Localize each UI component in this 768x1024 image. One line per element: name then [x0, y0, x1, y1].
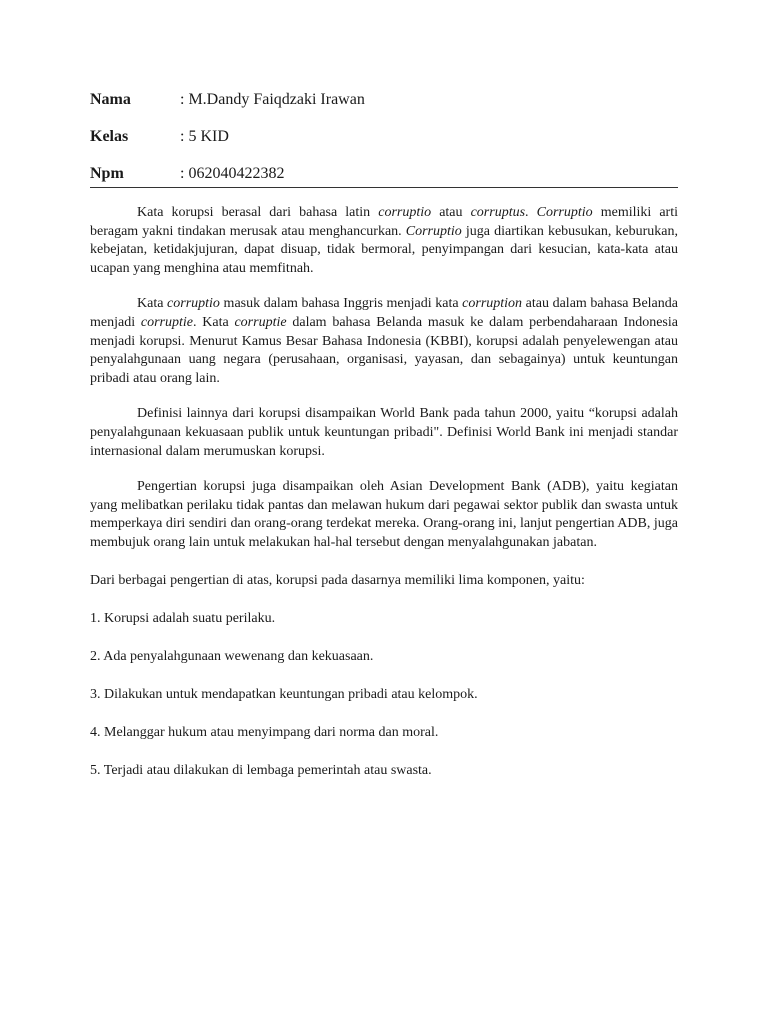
kelas-value: : 5 KID [180, 128, 229, 145]
header-nama [90, 90, 678, 127]
header-kelas [90, 127, 678, 164]
list-item: 4. Melanggar hukum atau menyimpang dari norma dan moral. [90, 724, 439, 740]
list-item: 3. Dilakukan untuk mendapatkan keuntungan pribadi atau kelompok. [90, 686, 478, 702]
kelas-label: Kelas [90, 128, 129, 145]
list-item: 2. Ada penyalahgunaan wewenang dan kekuasaan. [90, 648, 374, 664]
npm-label: Npm [90, 165, 124, 182]
paragraph-2: Kata corruptio masuk dalam bahasa Inggris menjadi kata corruption atau dalam bahasa Belanda menjadi corruptie. Kata corruptie dalam bahasa Belanda masuk ke dalam perbendaharaan Indonesia menjadi korupsi. Menurut Kamus Besar Bahasa Indonesia (KBBI), korupsi adalah penyelewengan atau penyalahgunaan uang negara (perusahaan, organisasi, yayasan, dan sebagainya) untuk keuntungan pribadi atau orang lain. [90, 296, 678, 386]
header-divider [90, 187, 678, 188]
paragraph-5: Dari berbagai pengertian di atas, korupsi pada dasarnya memiliki lima komponen, yaitu: [90, 572, 585, 588]
list-item: 1. Korupsi adalah suatu perilaku. [90, 610, 276, 626]
paragraph-1: Kata korupsi berasal dari bahasa latin corruptio atau corruptus. Corruptio memiliki arti beragam yakni tindakan merusak atau menghancurkan. Corruptio juga diartikan kebusukan, keburukan, kebejatan, ketidakjujuran, dapat disuap, tidak bermoral, penyimpangan dari kesucian, kata-kata atau ucapan yang menghina atau memfitnah. [90, 205, 679, 276]
header-npm [90, 164, 678, 201]
npm-value: : 062040422382 [180, 165, 285, 182]
paragraph-4: Pengertian korupsi juga disampaikan oleh Asian Development Bank (ADB), yaitu kegiatan yang melibatkan perilaku tidak pantas dan melawan hukum dari pegawai sektor publik dan swasta untuk memperkaya diri sendiri dan orang-orang terdekat mereka. Orang-orang ini, lanjut pengertian ADB, juga membujuk orang lain untuk melakukan hal-hal tersebut dengan menyalahgunakan jabatan. [90, 479, 678, 550]
nama-label: Nama [90, 91, 131, 108]
paragraph-3: Definisi lainnya dari korupsi disampaikan World Bank pada tahun 2000, yaitu “korupsi adalah penyalahgunaan kekuasaan publik untuk keuntungan pribadi". Definisi World Bank ini menjadi standar internasional dalam merumuskan korupsi. [90, 406, 678, 459]
document-page [90, 90, 678, 781]
list-item: 5. Terjadi atau dilakukan di lembaga pemerintah atau swasta. [90, 762, 432, 778]
nama-value: : M.Dandy Faiqdzaki Irawan [180, 91, 365, 108]
